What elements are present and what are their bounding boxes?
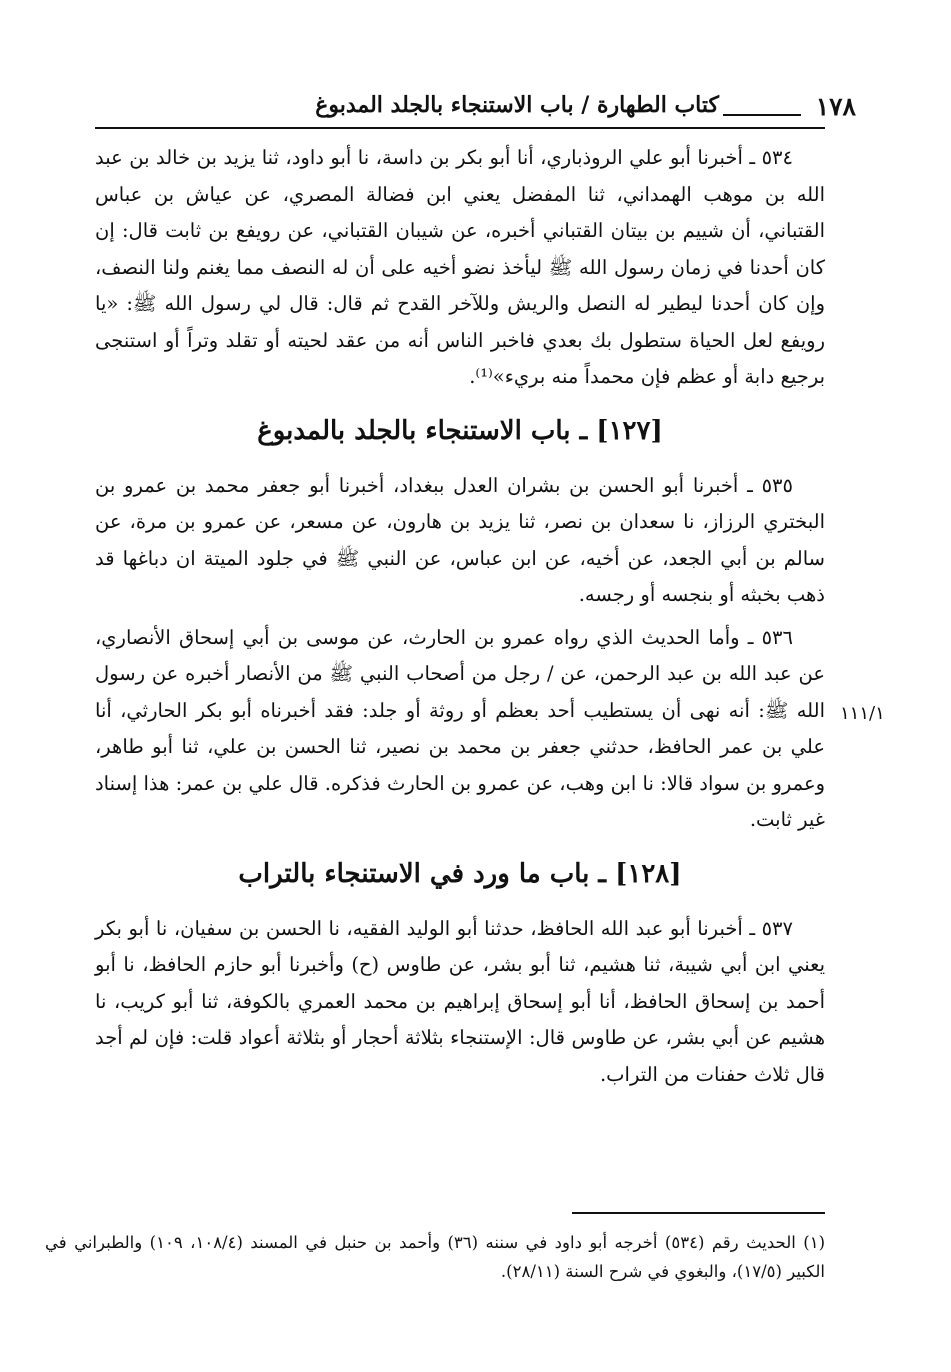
footnote-1: (١) الحديث رقم (٥٣٤) أخرجه أبو داود في سننه (٣٦) وأحمد بن حنبل في المسند (١٠٨/٤، ١٠٩) والطبراني في الكبير (١٧/٥)، والبغوي في شرح السنة (٢٨/١١). <box>45 1233 826 1281</box>
hadith-536: ٥٣٦ ـ وأما الحديث الذي رواه عمرو بن الحارث، عن موسى بن أبي إسحاق الأنصاري، عن عبد الله بن عبد الرحمن، عن / رجل من أصحاب النبي ﷺ من الأنصار أخبره عن رسول الله ﷺ: أنه نهى أن يستطيب أحد بعظم أو روثة أو جلد: فقد أخبرناه أبو بكر الحارثي، أنا علي بن عمر الحافظ، حدثني جعفر بن محمد بن نصير، ثنا الحسن بن علي، ثنا أبو طاهر، وعمرو بن سواد قالا: نا ابن وهب، عن عمرو بن الحارث فذكره. قال علي بن عمر: هذا إسناد غير ثابت. <box>95 625 825 831</box>
hadith-537: ٥٣٧ ـ أخبرنا أبو عبد الله الحافظ، حدثنا أبو الوليد الفقيه، نا الحسن بن سفيان، نا أبو بكر يعني ابن أبي شيبة، ثنا هشيم، ثنا أبو بشر، عن طاوس (ح) وأخبرنا أبو حازم الحافظ، نا أبو أحمد بن إسحاق الحافظ، أنا أبو إسحاق إبراهيم بن محمد العمري بالكوفة، ثنا أبو كريب، نا هشيم عن أبي بشر، عن طاوس قال: الإستنجاء بثلاثة أحجار أو بثلاثة أعواد قلت: فإن لم أجد قال ثلاث حفنات من التراب. <box>95 916 825 1086</box>
header-dash <box>723 114 801 116</box>
footnotes <box>45 1228 825 1286</box>
hadith-534: ٥٣٤ ـ أخبرنا أبو علي الروذباري، أنا أبو بكر بن داسة، نا أبو داود، ثنا يزيد بن خالد بن عبد الله بن موهب الهمداني، ثنا المفضل يعني ابن فضالة المصري، عن عياش بن عباس القتباني، أن شييم بن بيتان القتباني أخبره، عن شيبان القتباني، عن رويفع بن ثابت قال: إن كان أحدنا في زمان رسول الله ﷺ ليأخذ نضو أخيه على أن له النصف مما يغنم ولنا النصف، وإن كان أحدنا ليطير له النصل والريش وللآخر القدح ثم قال: قال لي رسول الله ﷺ: «يا رويفع لعل الحياة ستطول بك بعدي فاخبر الناس أنه من عقد لحيته أو تقلد وتراً أو استنجى برجيع دابة أو عظم فإن محمداً منه بريء»⁽¹⁾. <box>95 146 825 388</box>
hadith-535: ٥٣٥ ـ أخبرنا أبو الحسن بن بشران العدل ببغداد، أخبرنا أبو جعفر محمد بن عمرو بن البختري الرزاز، نا سعدان بن نصر، ثنا يزيد بن هارون، عن مسعر، عن عمرو بن مرة، عن سالم بن أبي الجعد، عن أخيه، عن ابن عباس، عن النبي ﷺ في جلود الميتة ان دباغها قد ذهب بخبثه أو بنجسه أو رجسه. <box>95 473 825 606</box>
main-text <box>95 140 825 1093</box>
page-header <box>0 92 951 128</box>
header-rule <box>95 127 825 129</box>
footnote-rule <box>572 1212 825 1214</box>
chapter-heading-128: [١٢٨] ـ باب ما ورد في الاستنجاء بالتراب <box>238 858 682 889</box>
page-number: ١٧٨ <box>815 92 856 121</box>
margin-reference: ١١١/١ <box>840 703 885 724</box>
running-title: كتاب الطهارة / باب الاستنجاء بالجلد المدبوغ <box>315 92 719 118</box>
chapter-heading-127: [١٢٧] ـ باب الاستنجاء بالجلد بالمدبوغ <box>257 415 663 446</box>
